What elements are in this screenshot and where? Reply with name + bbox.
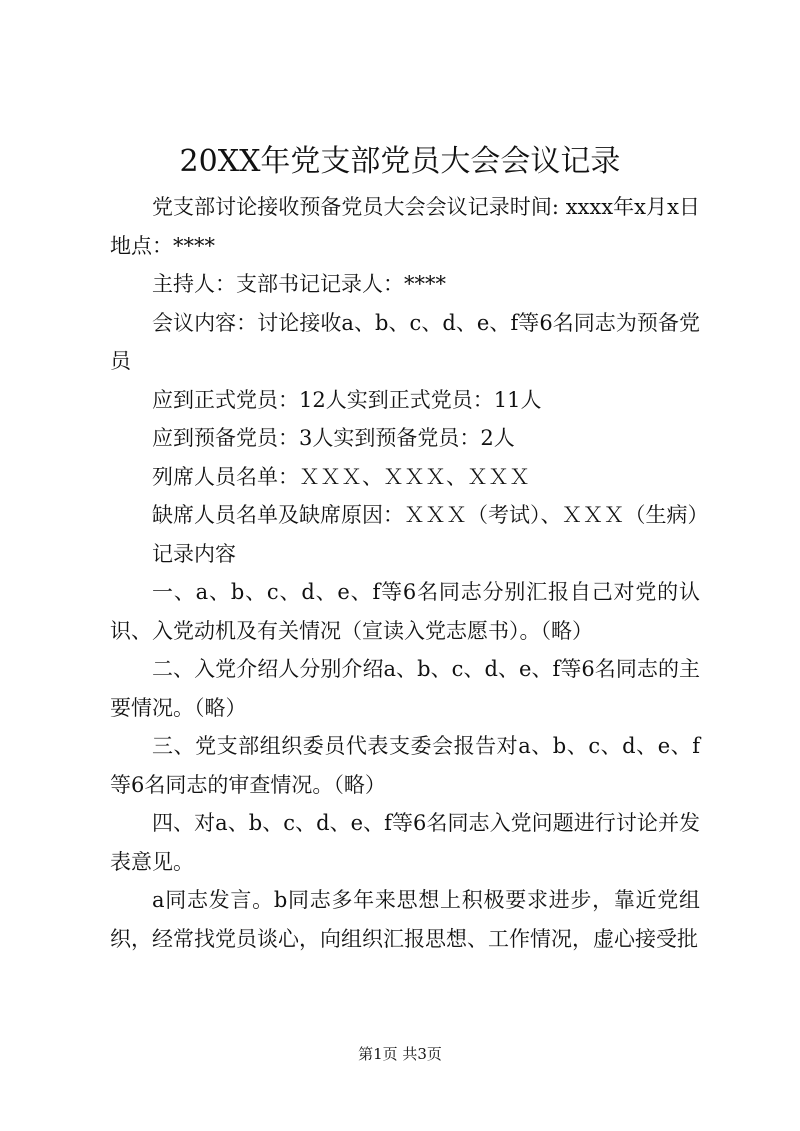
paragraph-item-one: 一、a、b、c、d、e、f等6名同志分别汇报自己对党的认识、入党动机及有关情况（宣读入党志愿书）。（略） xyxy=(110,580,700,643)
paragraph-full-members: 应到正式党员：12人实到正式党员：11人 xyxy=(152,387,542,412)
document-title: 20XX年党支部党员大会会议记录 xyxy=(179,144,621,179)
paragraph-meeting-content: 会议内容：讨论接收a、b、c、d、e、f等6名同志为预备党员 xyxy=(110,310,700,373)
paragraph-probationary-members: 应到预备党员：3人实到预备党员：2人 xyxy=(152,426,515,450)
document-body xyxy=(110,188,709,958)
paragraph-attendees: 列席人员名单：ＸＸＸ、ＸＸＸ、ＸＸＸ xyxy=(152,464,530,489)
paragraph-speech: a同志发言。b同志多年来思想上积极要求进步，靠近党组织，经常找党员谈心，向组织汇报思想、工作情况，虚心接受批 xyxy=(110,888,700,951)
paragraph-record-heading: 记录内容 xyxy=(152,541,236,566)
page-footer: 第1页 共3页 xyxy=(358,1045,442,1063)
paragraph-item-three: 三、党支部组织委员代表支委会报告对a、b、c、d、e、f等6名同志的审查情况。（略） xyxy=(110,734,700,797)
paragraph-absentees: 缺席人员名单及缺席原因：ＸＸＸ（考试）、ＸＸＸ（生病） xyxy=(152,503,709,527)
paragraph-item-four: 四、对a、b、c、d、e、f等6名同志入党问题进行讨论并发表意见。 xyxy=(110,811,700,874)
paragraph-time-location: 党支部讨论接收预备党员大会会议记录时间: xxxx年x月x日地点：**** xyxy=(110,195,700,258)
paragraph-item-two: 二、入党介绍人分别介绍a、b、c、d、e、f等6名同志的主要情况。（略） xyxy=(110,657,700,720)
paragraph-host-recorder: 主持人：支部书记记录人：**** xyxy=(152,272,446,296)
